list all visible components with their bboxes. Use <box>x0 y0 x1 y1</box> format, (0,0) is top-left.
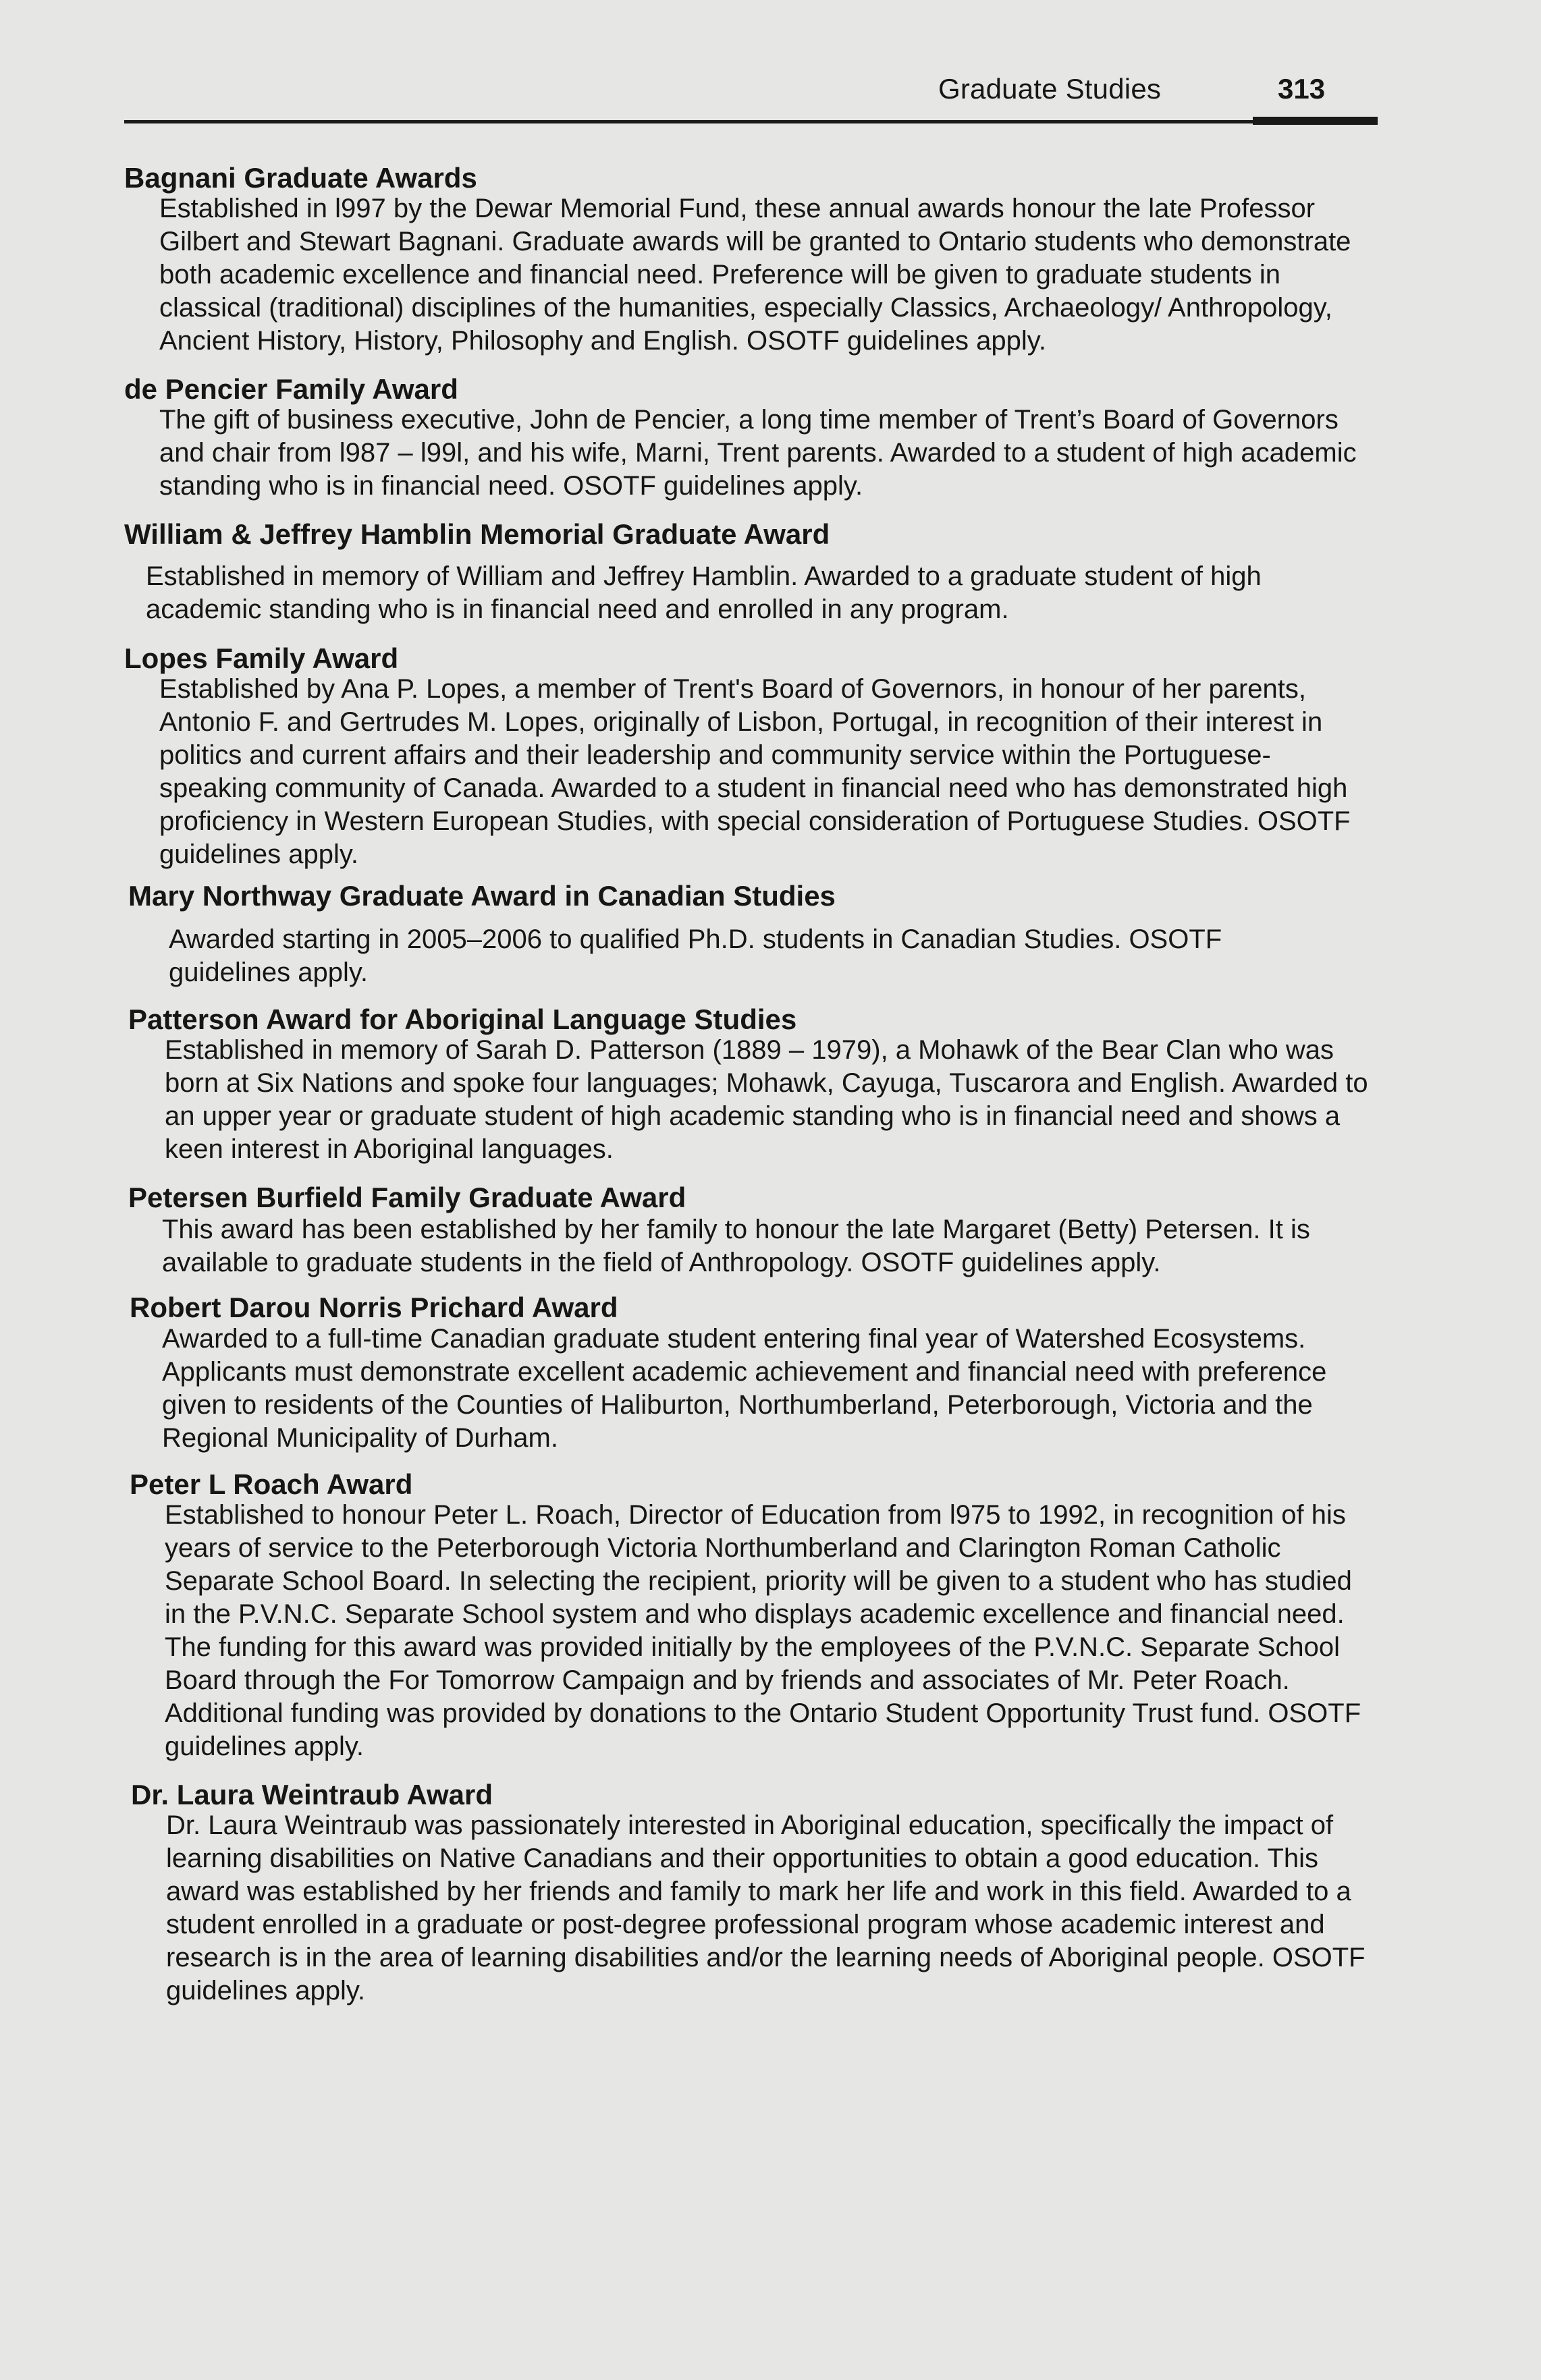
award-body-petersen: This award has been established by her family to honour the late Margaret (Betty) Petersen. It is available to graduate students in the field of Anthropology. OSOTF guidelines apply. <box>162 1215 1310 1277</box>
award-title-prichard: Robert Darou Norris Prichard Award <box>130 1292 618 1323</box>
award-body-weintraub: Dr. Laura Weintraub was passionately interested in Aboriginal education, specifically the impact of learning disabilities on Native Canadians and their opportunities to obtain a good education. This award was established by her friends and family to mark her life and work in this field. Awarded to a student enrolled in a graduate or post-degree professional program whose academic interest and research is in the area of learning disabilities and/or the learning needs of Aboriginal people. OSOTF guidelines apply. <box>166 1810 1366 2005</box>
award-title-northway: Mary Northway Graduate Award in Canadian Studies <box>128 880 836 912</box>
award-title-lopes: Lopes Family Award <box>124 642 399 674</box>
award-title-hamblin: William & Jeffrey Hamblin Memorial Graduate Award <box>124 518 830 550</box>
award-title-petersen: Petersen Burfield Family Graduate Award <box>128 1182 686 1213</box>
header-rule <box>124 120 1378 123</box>
award-body-northway: Awarded starting in 2005–2006 to qualified Ph.D. students in Canadian Studies. OSOTF guidelines apply. <box>169 924 1222 987</box>
running-header-title: Graduate Studies <box>938 73 1162 105</box>
award-body-patterson: Established in memory of Sarah D. Patterson (1889 – 1979), a Mohawk of the Bear Clan who was born at Six Nations and spoke four languages; Mohawk, Cayuga, Tuscarora and English. Awarded to an upper year or graduate student of high academic standing who is in financial need and shows a keen interest in Aboriginal languages. <box>165 1035 1368 1164</box>
award-body-lopes: Established by Ana P. Lopes, a member of Trent's Board of Governors, in honour of her parents, Antonio F. and Gertrudes M. Lopes, originally of Lisbon, Portugal, in recognition of their interest in politics and current affairs and their leadership and community service within the Portuguese-speaking community of Canada. Awarded to a student in financial need who has demonstrated high proficiency in Western European Studies, with special consideration of Portuguese Studies. OSOTF guidelines apply. <box>159 674 1351 869</box>
award-title-de-pencier: de Pencier Family Award <box>124 373 458 405</box>
award-title-roach: Peter L Roach Award <box>130 1468 413 1500</box>
award-title-patterson: Patterson Award for Aboriginal Language Studies <box>128 1003 797 1035</box>
award-body-hamblin: Established in memory of William and Jeffrey Hamblin. Awarded to a graduate student of high academic standing who is in financial need and enrolled in any program. <box>146 561 1262 624</box>
header-rule-accent <box>1253 117 1378 125</box>
page-number: 313 <box>1278 73 1326 105</box>
award-body-de-pencier: The gift of business executive, John de Pencier, a long time member of Trent’s Board of Governors and chair from l987 – l99l, and his wife, Marni, Trent parents. Awarded to a student of high academic standing who is in financial need. OSOTF guidelines apply. <box>159 405 1357 501</box>
award-body-roach: Established to honour Peter L. Roach, Director of Education from l975 to 1992, in recognition of his years of service to the Peterborough Victoria Northumberland and Clarington Roman Catholic Separate School Board. In selecting the recipient, priority will be given to a student who has studied in the P.V.N.C. Separate School system and who displays academic excellence and financial need. The funding for this award was provided initially by the employees of the P.V.N.C. Separate School Board through the For Tomorrow Campaign and by friends and associates of Mr. Peter Roach. Additional funding was provided by donations to the Ontario Student Opportunity Trust fund. OSOTF guidelines apply. <box>165 1500 1361 1761</box>
award-title-weintraub: Dr. Laura Weintraub Award <box>131 1779 493 1810</box>
award-body-prichard: Awarded to a full-time Canadian graduate student entering final year of Watershed Ecosystems. Applicants must demonstrate excellent academic achievement and financial need with preference given to residents of the Counties of Haliburton, Northumberland, Peterborough, Victoria and the Regional Municipality of Durham. <box>162 1324 1327 1453</box>
award-title-bagnani: Bagnani Graduate Awards <box>124 162 477 194</box>
award-body-bagnani: Established in l997 by the Dewar Memorial Fund, these annual awards honour the late Professor Gilbert and Stewart Bagnani. Graduate awards will be granted to Ontario students who demonstrate both academic excellence and financial need. Preference will be given to graduate students in classical (traditional) disciplines of the humanities, especially Classics, Archaeology/ Anthropology, Ancient History, History, Philosophy and English. OSOTF guidelines apply. <box>159 194 1351 356</box>
